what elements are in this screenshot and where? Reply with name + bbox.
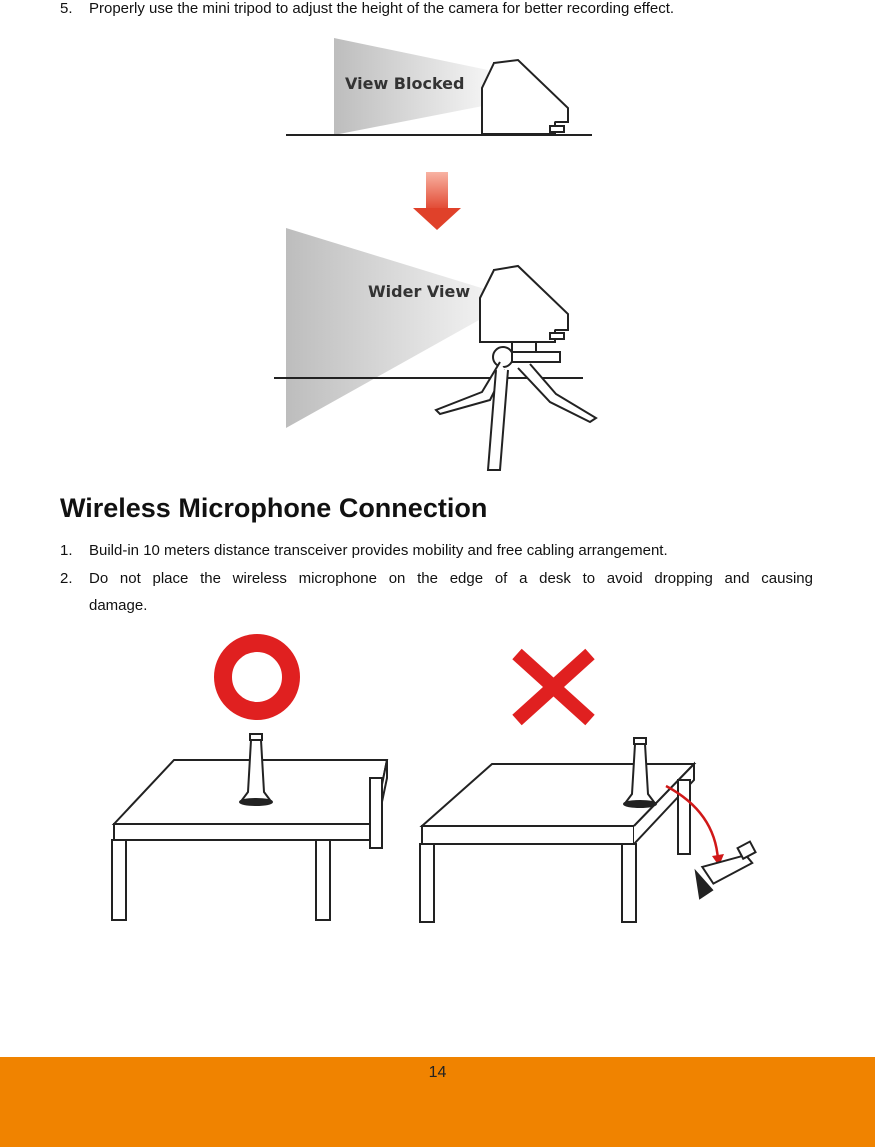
list-number: 1. xyxy=(60,542,73,559)
desk-right xyxy=(420,764,694,922)
down-arrow-icon xyxy=(413,172,461,230)
microphone-fallen xyxy=(696,842,756,898)
step-number: 5. xyxy=(60,0,73,17)
label-wider-view: Wider View xyxy=(368,282,471,301)
view-cone-wider xyxy=(286,228,488,428)
section-title: Wireless Microphone Connection xyxy=(60,493,488,523)
step-text: Properly use the mini tripod to adjust the height of the camera for better recording effect. xyxy=(89,0,675,17)
page-number: 14 xyxy=(428,1064,447,1081)
camera-height-figure xyxy=(250,30,630,480)
list-number: 2. xyxy=(60,570,73,587)
list-text: Build-in 10 meters distance transceiver provides mobility and free cabling arrangement. xyxy=(89,542,668,559)
circle-ok-icon xyxy=(223,643,291,711)
list-text-line2: damage. xyxy=(89,597,148,614)
cross-x-icon xyxy=(517,654,590,720)
list-text-line1: Do not place the wireless microphone on the edge of a desk to avoid dropping and causing xyxy=(89,570,813,587)
page-footer xyxy=(0,1057,875,1147)
microphone-placement-figure xyxy=(100,632,780,932)
camera-icon-top xyxy=(482,60,568,134)
list-item-2-continued xyxy=(89,593,147,619)
label-view-blocked: View Blocked xyxy=(345,74,465,93)
